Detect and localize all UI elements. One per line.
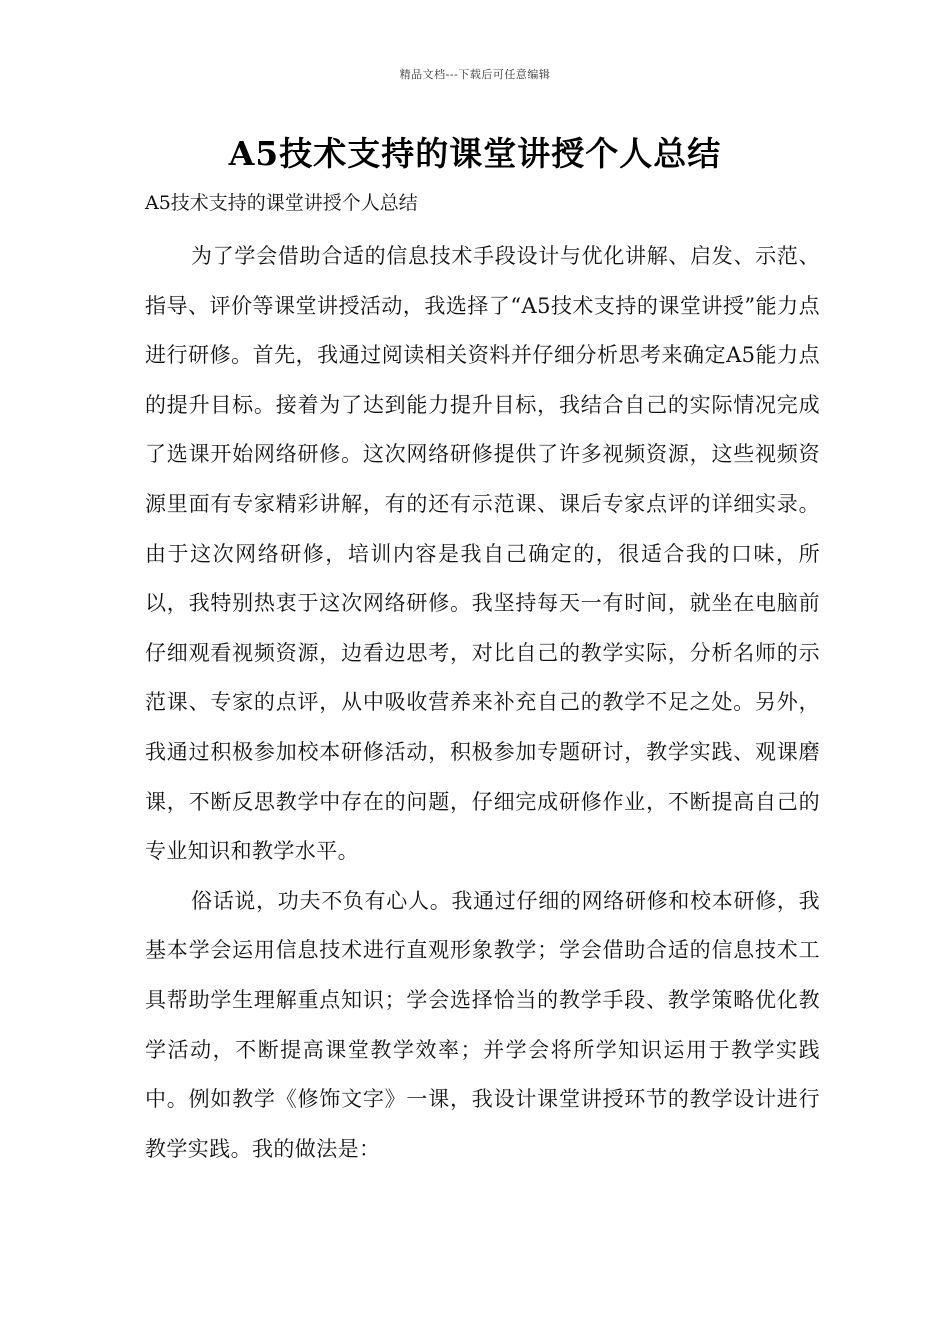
document-subtitle: A5技术支持的课堂讲授个人总结 [145, 192, 418, 214]
document-title: A5技术支持的课堂讲授个人总结 [228, 134, 722, 173]
paragraph-2: 俗话说，功夫不负有心人。我通过仔细的网络研修和校本研修，我基本学会运用信息技术进行直观形象教学；学会借助合适的信息技术工具帮助学生理解重点知识；学会选择恰当的教学手段、教学策略优化教学活动，不断提高课堂教学效率；并学会将所学知识运用于教学实践中。例如教学《修饰文字》一课，我设计课堂讲授环节的教学设计进行教学实践。我的做法是： [145, 888, 820, 1161]
document-body [145, 232, 820, 1174]
header-note: 精品文档---下载后可任意编辑 [399, 68, 551, 81]
paragraph-1: 为了学会借助合适的信息技术手段设计与优化讲解、启发、示范、指导、评价等课堂讲授活动，我选择了“A5技术支持的课堂讲授”能力点进行研修。首先，我通过阅读相关资料并仔细分析思考来确定A5能力点的提升目标。接着为了达到能力提升目标，我结合自己的实际情况完成了选课开始网络研修。这次网络研修提供了许多视频资源，这些视频资源里面有专家精彩讲解，有的还有示范课、课后专家点评的详细实录。由于这次网络研修，培训内容是我自己确定的，很适合我的口味，所以，我特别热衷于这次网络研修。我坚持每天一有时间，就坐在电脑前仔细观看视频资源，边看边思考，对比自己的教学实际，分析名师的示范课、专家的点评，从中吸收营养来补充自己的教学不足之处。另外，我通过积极参加校本研修活动，积极参加专题研讨，教学实践、观课磨课，不断反思教学中存在的问题，仔细完成研修作业，不断提高自己的专业知识和教学水平。 [145, 244, 820, 864]
